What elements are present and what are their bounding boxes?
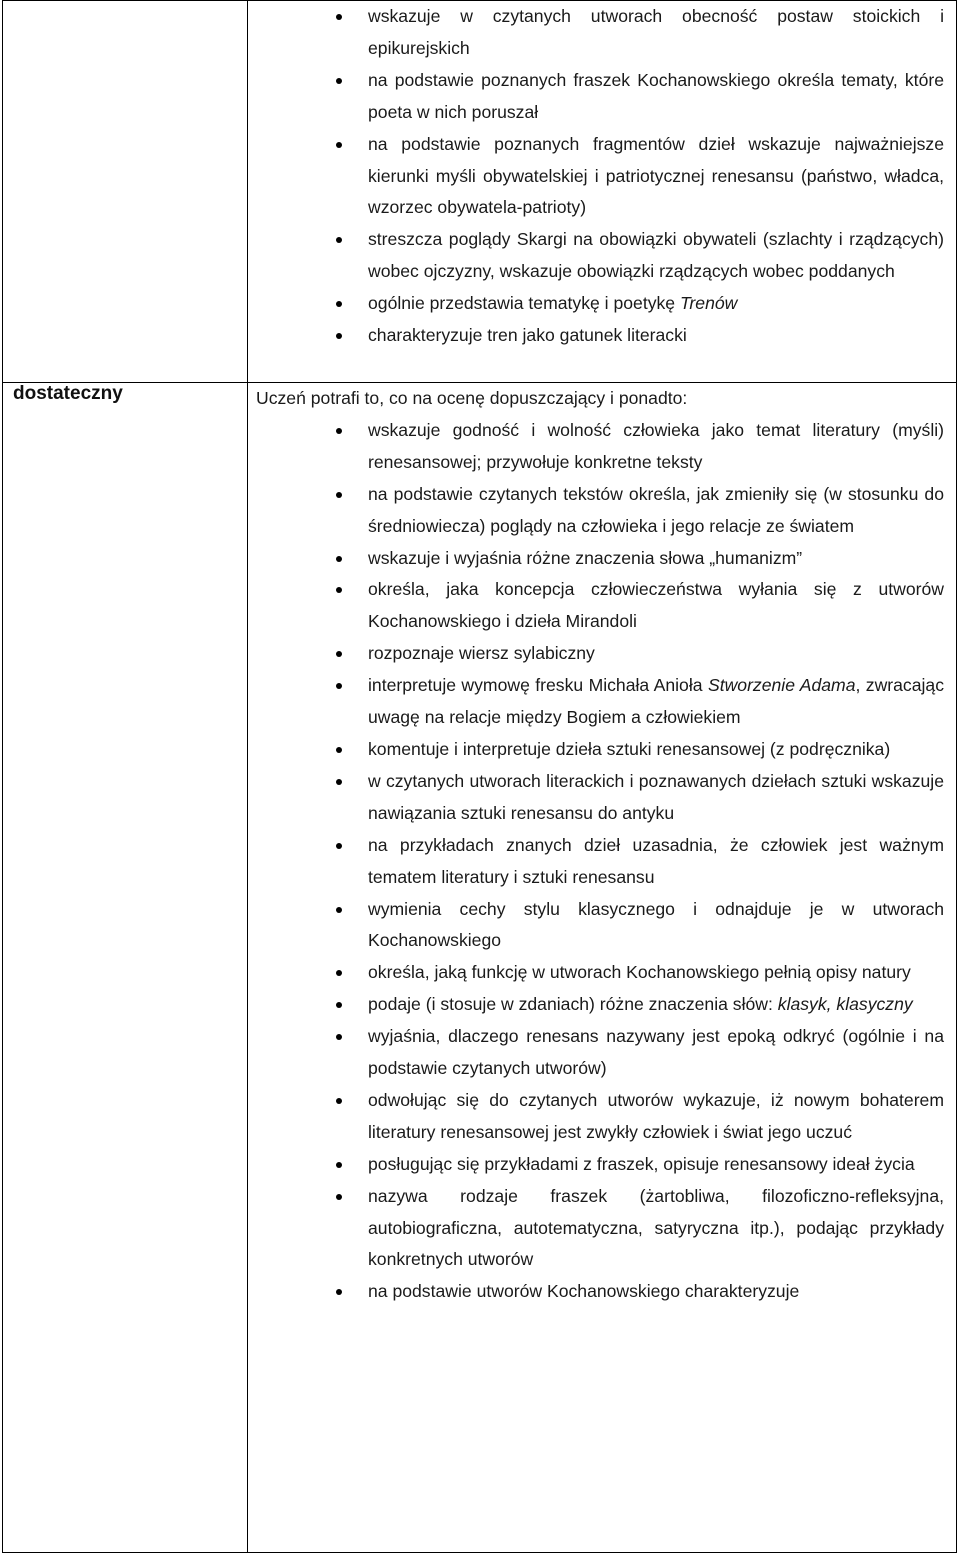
list-item-text	[368, 739, 890, 759]
grading-criteria-table	[2, 0, 957, 1553]
bullet-icon	[336, 78, 342, 84]
list-item-title: Trenów	[679, 293, 738, 314]
list-item	[248, 638, 944, 670]
list-item-text	[368, 1026, 944, 1078]
list-item-text	[368, 1186, 944, 1270]
list-item	[248, 65, 944, 129]
list-item	[248, 1021, 944, 1085]
bullet-icon	[336, 1289, 342, 1295]
list-item	[248, 479, 944, 543]
bullet-icon	[336, 843, 342, 849]
list-item-text-part: interpretuje wymowę fresku Michała Anioła	[368, 675, 708, 696]
list-item-text	[368, 325, 687, 345]
list-item	[248, 320, 944, 352]
list-item	[248, 415, 944, 479]
list-item-text	[368, 643, 595, 663]
list-item-text	[368, 6, 944, 58]
list-item	[248, 957, 944, 989]
list-item-text	[368, 1154, 915, 1174]
criteria-intro: Uczeń potrafi to, co na ocenę dopuszczający i ponadto:	[256, 388, 688, 408]
list-item-text-part: ogólnie przedstawia tematykę i poetykę	[368, 293, 680, 314]
list-item-text	[368, 994, 913, 1014]
list-item	[248, 1085, 944, 1149]
list-item-text-part: , zwracając uwagę na relacje między Bogiem a człowiekiem	[368, 675, 944, 728]
list-item-title: Stworzenie Adama	[707, 675, 856, 696]
list-item	[248, 1, 944, 65]
grade-cell-empty	[3, 1, 248, 383]
bullet-icon	[336, 492, 342, 498]
list-item-text	[368, 548, 802, 568]
criteria-list-top	[248, 1, 956, 352]
list-item-text-part: określa, jaka koncepcja człowieczeństwa wyłania się z utworów Kochanowskiego i dzieła Mirandoli	[368, 579, 944, 632]
list-item	[248, 830, 944, 894]
list-item-text	[368, 229, 944, 281]
list-item-text	[368, 835, 944, 887]
list-item-text-part: wskazuje godność i wolność człowieka jako temat literatury (myśli) renesansowej; przywołuje konkretne teksty	[368, 419, 944, 472]
list-item	[248, 543, 944, 575]
list-item-text	[368, 1090, 944, 1142]
list-item	[248, 1276, 944, 1308]
list-item-text-part: charakteryzuje tren jako gatunek literacki	[368, 325, 687, 346]
list-item	[248, 894, 944, 958]
list-item-text	[368, 675, 944, 727]
list-item-text-part: wymienia cechy stylu klasycznego i odnajduje je w utworach Kochanowskiego	[368, 898, 944, 951]
list-item-text-part: wskazuje w czytanych utworach obecność postaw stoickich i epikurejskich	[368, 6, 944, 58]
list-item	[248, 1181, 944, 1277]
list-item-text-part: na podstawie poznanych fraszek Kochanowskiego określa tematy, które poeta w nich poruszał	[368, 69, 944, 122]
bullet-icon	[336, 142, 342, 148]
bullet-icon	[336, 1162, 342, 1168]
list-item-text-part: na podstawie poznanych fragmentów dzieł wskazuje najważniejsze kierunki myśli obywatelskiej i patriotycznej renesansu (państwo, władca, wzorzec obywatela-patrioty)	[368, 133, 944, 218]
list-item	[248, 1149, 944, 1181]
bullet-icon	[336, 651, 342, 657]
grade-label: dostateczny	[13, 383, 123, 404]
list-item	[248, 288, 944, 320]
list-item-title: klasyk, klasyczny	[777, 994, 913, 1015]
list-item-text	[368, 771, 944, 823]
list-item-text	[368, 420, 944, 472]
criteria-cell-dostateczny	[248, 383, 957, 1553]
bullet-icon	[336, 14, 342, 20]
list-item	[248, 670, 944, 734]
criteria-cell-top	[248, 1, 957, 383]
list-item-text	[368, 1281, 799, 1301]
list-item-text-part: posługując się przykładami z fraszek, opisuje renesansowy ideał życia	[368, 1153, 915, 1174]
bullet-icon	[336, 1034, 342, 1040]
table-row-previous-grade	[3, 1, 957, 383]
bullet-icon	[336, 556, 342, 562]
list-item	[248, 129, 944, 225]
list-item-text	[368, 962, 911, 982]
bullet-icon	[336, 1098, 342, 1104]
list-item-text	[368, 484, 944, 536]
bullet-icon	[336, 683, 342, 689]
list-item-text-part: komentuje i interpretuje dzieła sztuki renesansowej (z podręcznika)	[368, 738, 891, 759]
list-item-text-part: w czytanych utworach literackich i poznawanych dziełach sztuki wskazuje nawiązania sztuki renesansu do antyku	[368, 770, 944, 823]
bullet-icon	[336, 237, 342, 243]
criteria-list-dostateczny	[248, 415, 956, 1545]
list-item-text-part: nazywa rodzaje fraszek (żartobliwa, filozoficzno-refleksyjna, autobiograficzna, autotematyczna, satyryczna itp.), podając przykłady konkretnych utworów	[368, 1185, 944, 1270]
bullet-icon	[336, 333, 342, 339]
bullet-icon	[336, 587, 342, 593]
bullet-icon	[336, 779, 342, 785]
list-item-text	[368, 293, 737, 313]
list-item-text-part: streszcza poglądy Skargi na obowiązki obywateli (szlachty i rządzących) wobec ojczyzny, wskazuje obowiązki rządzących wobec poddanych	[368, 229, 944, 282]
list-item-text-part: na podstawie czytanych tekstów określa, jak zmieniły się (w stosunku do średniowiecza) poglądy na człowieka i jego relacje ze światem	[368, 483, 944, 536]
list-item-text	[368, 134, 944, 218]
list-item	[248, 989, 944, 1021]
grade-cell	[3, 383, 248, 1553]
list-item	[248, 224, 944, 288]
list-item-text-part: podaje (i stosuje w zdaniach) różne znaczenia słów:	[368, 994, 778, 1015]
bullet-icon	[336, 1194, 342, 1200]
bullet-icon	[336, 970, 342, 976]
list-item-text	[368, 579, 944, 631]
table-row-dostateczny	[3, 383, 957, 1553]
list-item-text	[368, 70, 944, 122]
list-item	[248, 734, 944, 766]
list-item	[248, 574, 944, 638]
bullet-icon	[336, 428, 342, 434]
list-item-text-part: odwołując się do czytanych utworów wykazuje, iż nowym bohaterem literatury renesansowej jest zwykły człowiek i świat jego uczuć	[368, 1089, 944, 1142]
list-item-text-part: rozpoznaje wiersz sylabiczny	[368, 643, 595, 664]
list-item-text-part: wyjaśnia, dlaczego renesans nazywany jest epoką odkryć (ogólnie i na podstawie czytanych utworów)	[368, 1026, 944, 1079]
bullet-icon	[336, 301, 342, 307]
bullet-icon	[336, 1002, 342, 1008]
list-item-text-part: na podstawie utworów Kochanowskiego charakteryzuje	[368, 1281, 800, 1302]
list-item-text-part: na przykładach znanych dzieł uzasadnia, że człowiek jest ważnym tematem literatury i sztuki renesansu	[368, 834, 944, 887]
list-item-text	[368, 899, 944, 951]
bullet-icon	[336, 747, 342, 753]
list-item-text-part: określa, jaką funkcję w utworach Kochanowskiego pełnią opisy natury	[368, 962, 911, 983]
list-item-text-part: wskazuje i wyjaśnia różne znaczenia słowa „humanizm”	[368, 547, 803, 568]
list-item	[248, 766, 944, 830]
bullet-icon	[336, 907, 342, 913]
